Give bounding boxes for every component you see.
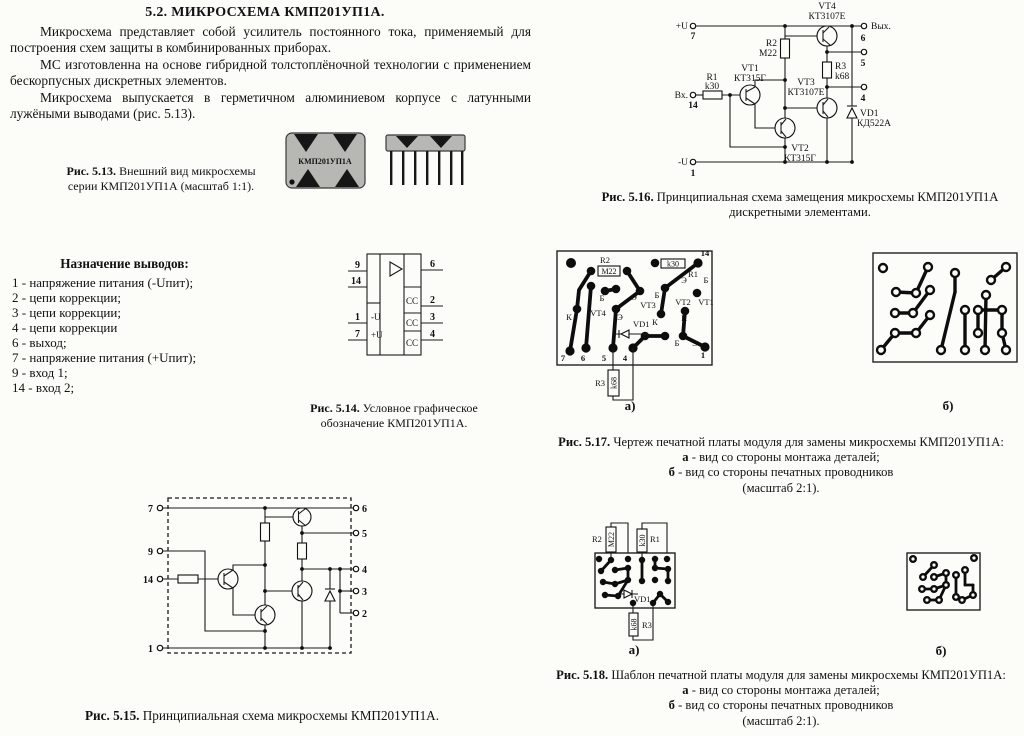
fig-5-13-chip-drawing [278,108,478,208]
pin-4: 4 [860,94,866,104]
pin-14: 14 [688,101,698,111]
chip-front-view [286,133,365,188]
pin-6: 6 [362,504,367,515]
r2-value: М22 [759,49,777,59]
pin-6: 6 [860,34,866,44]
pin-5: 5 [860,59,866,69]
vt2-ref: VT2 [675,297,691,307]
fig-5-17b-pcb [868,246,1018,414]
plus-supply-label: +U [371,330,383,340]
caption-text-line2: обозначение КМП201УП1А. [320,416,468,430]
pin-6: 6 [580,353,586,363]
r1-value: k30 [667,259,679,269]
base-label: Б [599,293,605,303]
cc-cell-1: CC [406,296,419,306]
vd1-ref: VD1 [634,594,651,604]
caption-text: Шаблон печатной платы модуля для замены микросхемы КМП201УП1А: [608,668,1006,682]
caption-a-label: а [682,450,689,465]
vt4-ref: VT4 [818,2,836,12]
caption-label: Рис. 5.18. [556,668,609,682]
vt4-type: КТ3107Е [808,12,846,22]
diode-symbol [847,108,857,118]
pin-4: 4 [362,565,367,576]
r3-value: k68 [609,377,619,389]
caption-text: Принципиальная схема микросхемы КМП201УП1А. [139,708,439,723]
r3-value: k68 [835,72,850,82]
board-outline [907,553,980,610]
input-label: Вх. [674,91,688,101]
minus-supply-label: -U [371,312,381,322]
pin-5: 5 [601,353,607,363]
plus-supply-label: +U [675,22,688,32]
pin-5: 5 [362,529,367,540]
vd1-ref: VD1 [860,109,879,119]
vt2-type: КТ315Г [784,154,816,164]
caption-scale: (масштаб 2:1). [742,480,820,495]
fig-5-16-circuit [600,0,1024,190]
pin-9: 9 [148,547,153,558]
vt2-ref: VT2 [791,144,809,154]
paragraph-3: Микросхема выпускается в герметичном алюминиевом корпусе с латунными лужёными выводами (рис. 5.13). [10,90,531,121]
caption-b-text: - вид со стороны печатных проводников [674,465,894,480]
pin-assignment-block [12,256,292,395]
caption-text: Принципиальная схема замещения микросхемы КМП201УП1А [653,190,999,204]
diode-symbol [325,591,335,601]
pinout-item: 2 - цепи коррекции; [12,290,121,305]
pinout-item: 1 - напряжение питания (-Uпит); [12,275,194,290]
caption-label: Рис. 5.13. [66,164,117,178]
chip-marking-label: КМП201УП1А [298,157,352,166]
vd1-type: КД522А [857,119,891,129]
pin-4-label: 4 [430,329,435,340]
fig-5-17-caption [540,435,1022,496]
vt3-type: КТ3107Е [787,88,825,98]
fig-5-18b-pcb [900,545,1000,663]
r2-value: М22 [607,531,616,548]
caption-label: Рис. 5.15. [84,708,140,723]
vt1-type: КТ315Г [734,74,766,84]
caption-b-label: б [668,465,675,480]
paragraph-2: МС изготовленна на основе гибридной толстоплёночной технологии с применением бескорпусных дискретных элементов. [10,57,531,88]
fig-5-18a-pcb [590,498,780,660]
chip-side-view [386,135,465,185]
r1-value: k30 [638,534,647,547]
fig-5-18-caption [540,668,1022,729]
vt3-ref: VT3 [640,300,656,310]
pin-14-label: 14 [351,276,361,287]
vd1-ref: VD1 [633,319,650,329]
emitter-label: Э [631,292,637,302]
pinout-item: 14 - вход 2; [12,380,75,395]
paragraph-1: Микросхема представляет собой усилитель постоянного тока, применяемый для построения схем защиты в комбинированных приборах. [10,24,531,55]
solder-pads [910,555,977,603]
pin-14: 14 [143,575,153,586]
board-outline [873,253,1017,362]
section-title: 5.2. МИКРОСХЕМА КМП201УП1А. [145,5,385,20]
pin-3-label: 3 [430,312,435,323]
output-label: Вых. [871,22,891,32]
r2-ref: R2 [592,534,602,544]
fig-5-14-symbol [338,246,488,366]
r1-ref: R1 [650,534,660,544]
r3-value: k68 [629,618,639,631]
vt3-ref: VT3 [797,78,815,88]
pinout-item: 4 - цепи коррекции [12,320,118,335]
symbol-outline [348,254,443,355]
pin-6-label: 6 [430,259,435,270]
minus-supply-label: -U [677,158,688,168]
pin-7: 7 [148,504,153,515]
resistors [178,523,307,583]
pin-1: 1 [148,644,153,655]
pinout-item: 6 - выход; [12,335,67,350]
pinout-item: 3 - цепи коррекции; [12,305,121,320]
caption-text-line2: дискретными элементами. [729,205,871,220]
pin-7: 7 [560,353,566,363]
emitter-label: Э [681,275,687,285]
pinout-heading: Назначение выводов: [60,256,189,271]
caption-b-label: б [668,698,675,713]
pin-1-label: 1 [355,312,360,323]
caption-text-line2: серии КМП201УП1А (масштаб 1:1). [67,179,255,193]
view-b-label: б) [935,643,947,658]
caption-b-text: - вид со стороны печатных проводников [674,698,894,713]
fig-5-13-caption [60,164,262,194]
emitter-label: Э [692,338,698,348]
pin-14: 14 [700,248,710,258]
r1-ref: R1 [706,73,718,83]
caption-scale: (масштаб 2:1). [742,713,820,728]
pin-9-label: 9 [355,260,360,271]
base-label: Б [703,275,709,285]
caption-a-text: - вид со стороны монтажа деталей; [688,450,880,465]
collector-label: К [681,313,687,323]
pin-2: 2 [362,609,367,620]
pin-7: 7 [690,32,696,42]
view-b-label: б) [942,398,954,413]
pin-2-label: 2 [430,295,435,306]
caption-label: Рис. 5.17. [558,435,611,449]
r1-value: k30 [704,82,720,92]
r3-ref: R3 [642,620,652,630]
view-a-label: а) [628,642,640,657]
fig-5-17a-pcb [553,246,718,414]
fig-5-16-caption [580,190,1020,220]
r2-ref: R2 [600,255,610,265]
caption-text: Внешний вид микросхемы [116,164,256,178]
r2-value: М22 [601,267,617,276]
vt1-ref: VT1 [741,64,759,74]
caption-text: Условное графическое [359,401,478,415]
vt1-ref: VT1 [698,297,714,307]
r2-ref: R2 [765,39,777,49]
view-a-label: а) [624,398,636,413]
pinout-item: 7 - напряжение питания (+Uпит); [12,350,197,365]
caption-text: Чертеж печатной платы модуля для замены микросхемы КМП201УП1А: [610,435,1004,449]
cc-cell-3: CC [406,338,419,348]
collector-label: К [652,317,658,327]
pin-4: 4 [622,353,628,363]
cc-cell-2: CC [406,318,419,328]
caption-label: Рис. 5.14. [310,401,360,415]
collector-label: К [566,312,572,322]
pin-7-label: 7 [355,329,360,340]
base-label: Б [674,338,680,348]
vt4-ref: VT4 [590,308,606,318]
caption-a-text: - вид со стороны монтажа деталей; [688,683,880,698]
fig-5-14-caption [293,401,495,431]
pin-3: 3 [362,587,367,598]
pin-1: 1 [690,169,696,179]
emitter-label: Э [617,312,623,322]
pinout-item: 9 - вход 1; [12,365,68,380]
fig-5-15-circuit [140,483,470,678]
fig-5-15-caption [66,708,458,723]
base-label: Б [654,290,660,300]
pin-1: 1 [700,350,706,360]
caption-label: Рис. 5.16. [601,190,654,204]
r3-ref: R3 [835,62,847,72]
r3-ref: R3 [595,378,605,388]
r1-ref: R1 [688,269,698,279]
caption-a-label: а [682,683,689,698]
